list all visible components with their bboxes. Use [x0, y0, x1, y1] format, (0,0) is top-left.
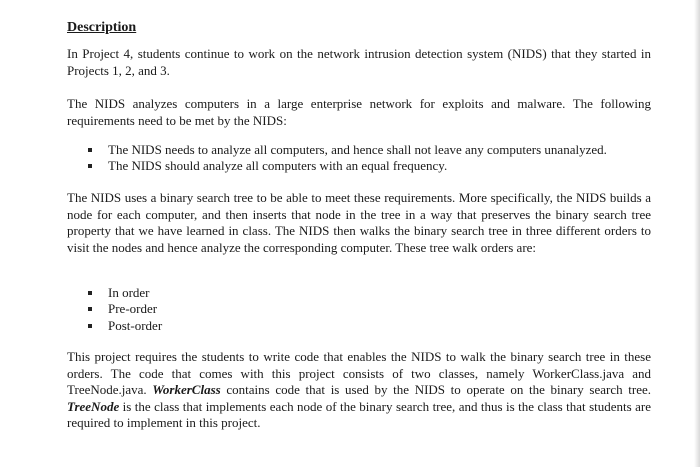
- orders-list: [88, 285, 162, 334]
- intro-paragraph: In Project 4, students continue to work on the network intrusion detection system (NIDS) that they started in Projects 1, 2, and 3.: [67, 46, 651, 78]
- bullet-icon: [88, 164, 92, 168]
- list-item: The NIDS needs to analyze all computers, and hence shall not leave any computers unanalyzed.: [88, 142, 607, 158]
- bullet-icon: [88, 307, 92, 311]
- page-edge-shadow: [694, 0, 700, 467]
- requirements-intro-paragraph: The NIDS analyzes computers in a large enterprise network for exploits and malware. The following requirements need to be met by the NIDS:: [67, 96, 651, 128]
- workerclass-emphasis: WorkerClass: [152, 382, 221, 397]
- requirements-list: [88, 142, 607, 175]
- bullet-icon: [88, 291, 92, 295]
- list-item: The NIDS should analyze all computers with an equal frequency.: [88, 158, 607, 174]
- list-item: Post-order: [88, 318, 162, 334]
- treenode-emphasis: TreeNode: [67, 398, 120, 414]
- project-paragraph: This project requires the students to write code that enables the NIDS to walk the binary search tree in these orders. The code that comes with this project consists of two classes, namely WorkerClass.java and TreeNode.java. WorkerClass contains code that is used by the NIDS to operate on the binary search tree. TreeNode is the class that implements each node of the binary search tree, and thus is the class that students are required to implement in this project.: [67, 349, 651, 430]
- section-heading: Description: [67, 20, 137, 35]
- bullet-icon: [88, 148, 92, 152]
- list-item: Pre-order: [88, 301, 162, 317]
- bullet-icon: [88, 324, 92, 328]
- list-item: In order: [88, 285, 162, 301]
- bst-paragraph: The NIDS uses a binary search tree to be able to meet these requirements. More specifically, the NIDS builds a node for each computer, and then inserts that node in the tree in a way that preserves the binary search tree property that we have learned in class. The NIDS then walks the binary search tree in three different orders to visit the nodes and hence analyze the corresponding computer. These tree walk orders are:: [67, 190, 651, 255]
